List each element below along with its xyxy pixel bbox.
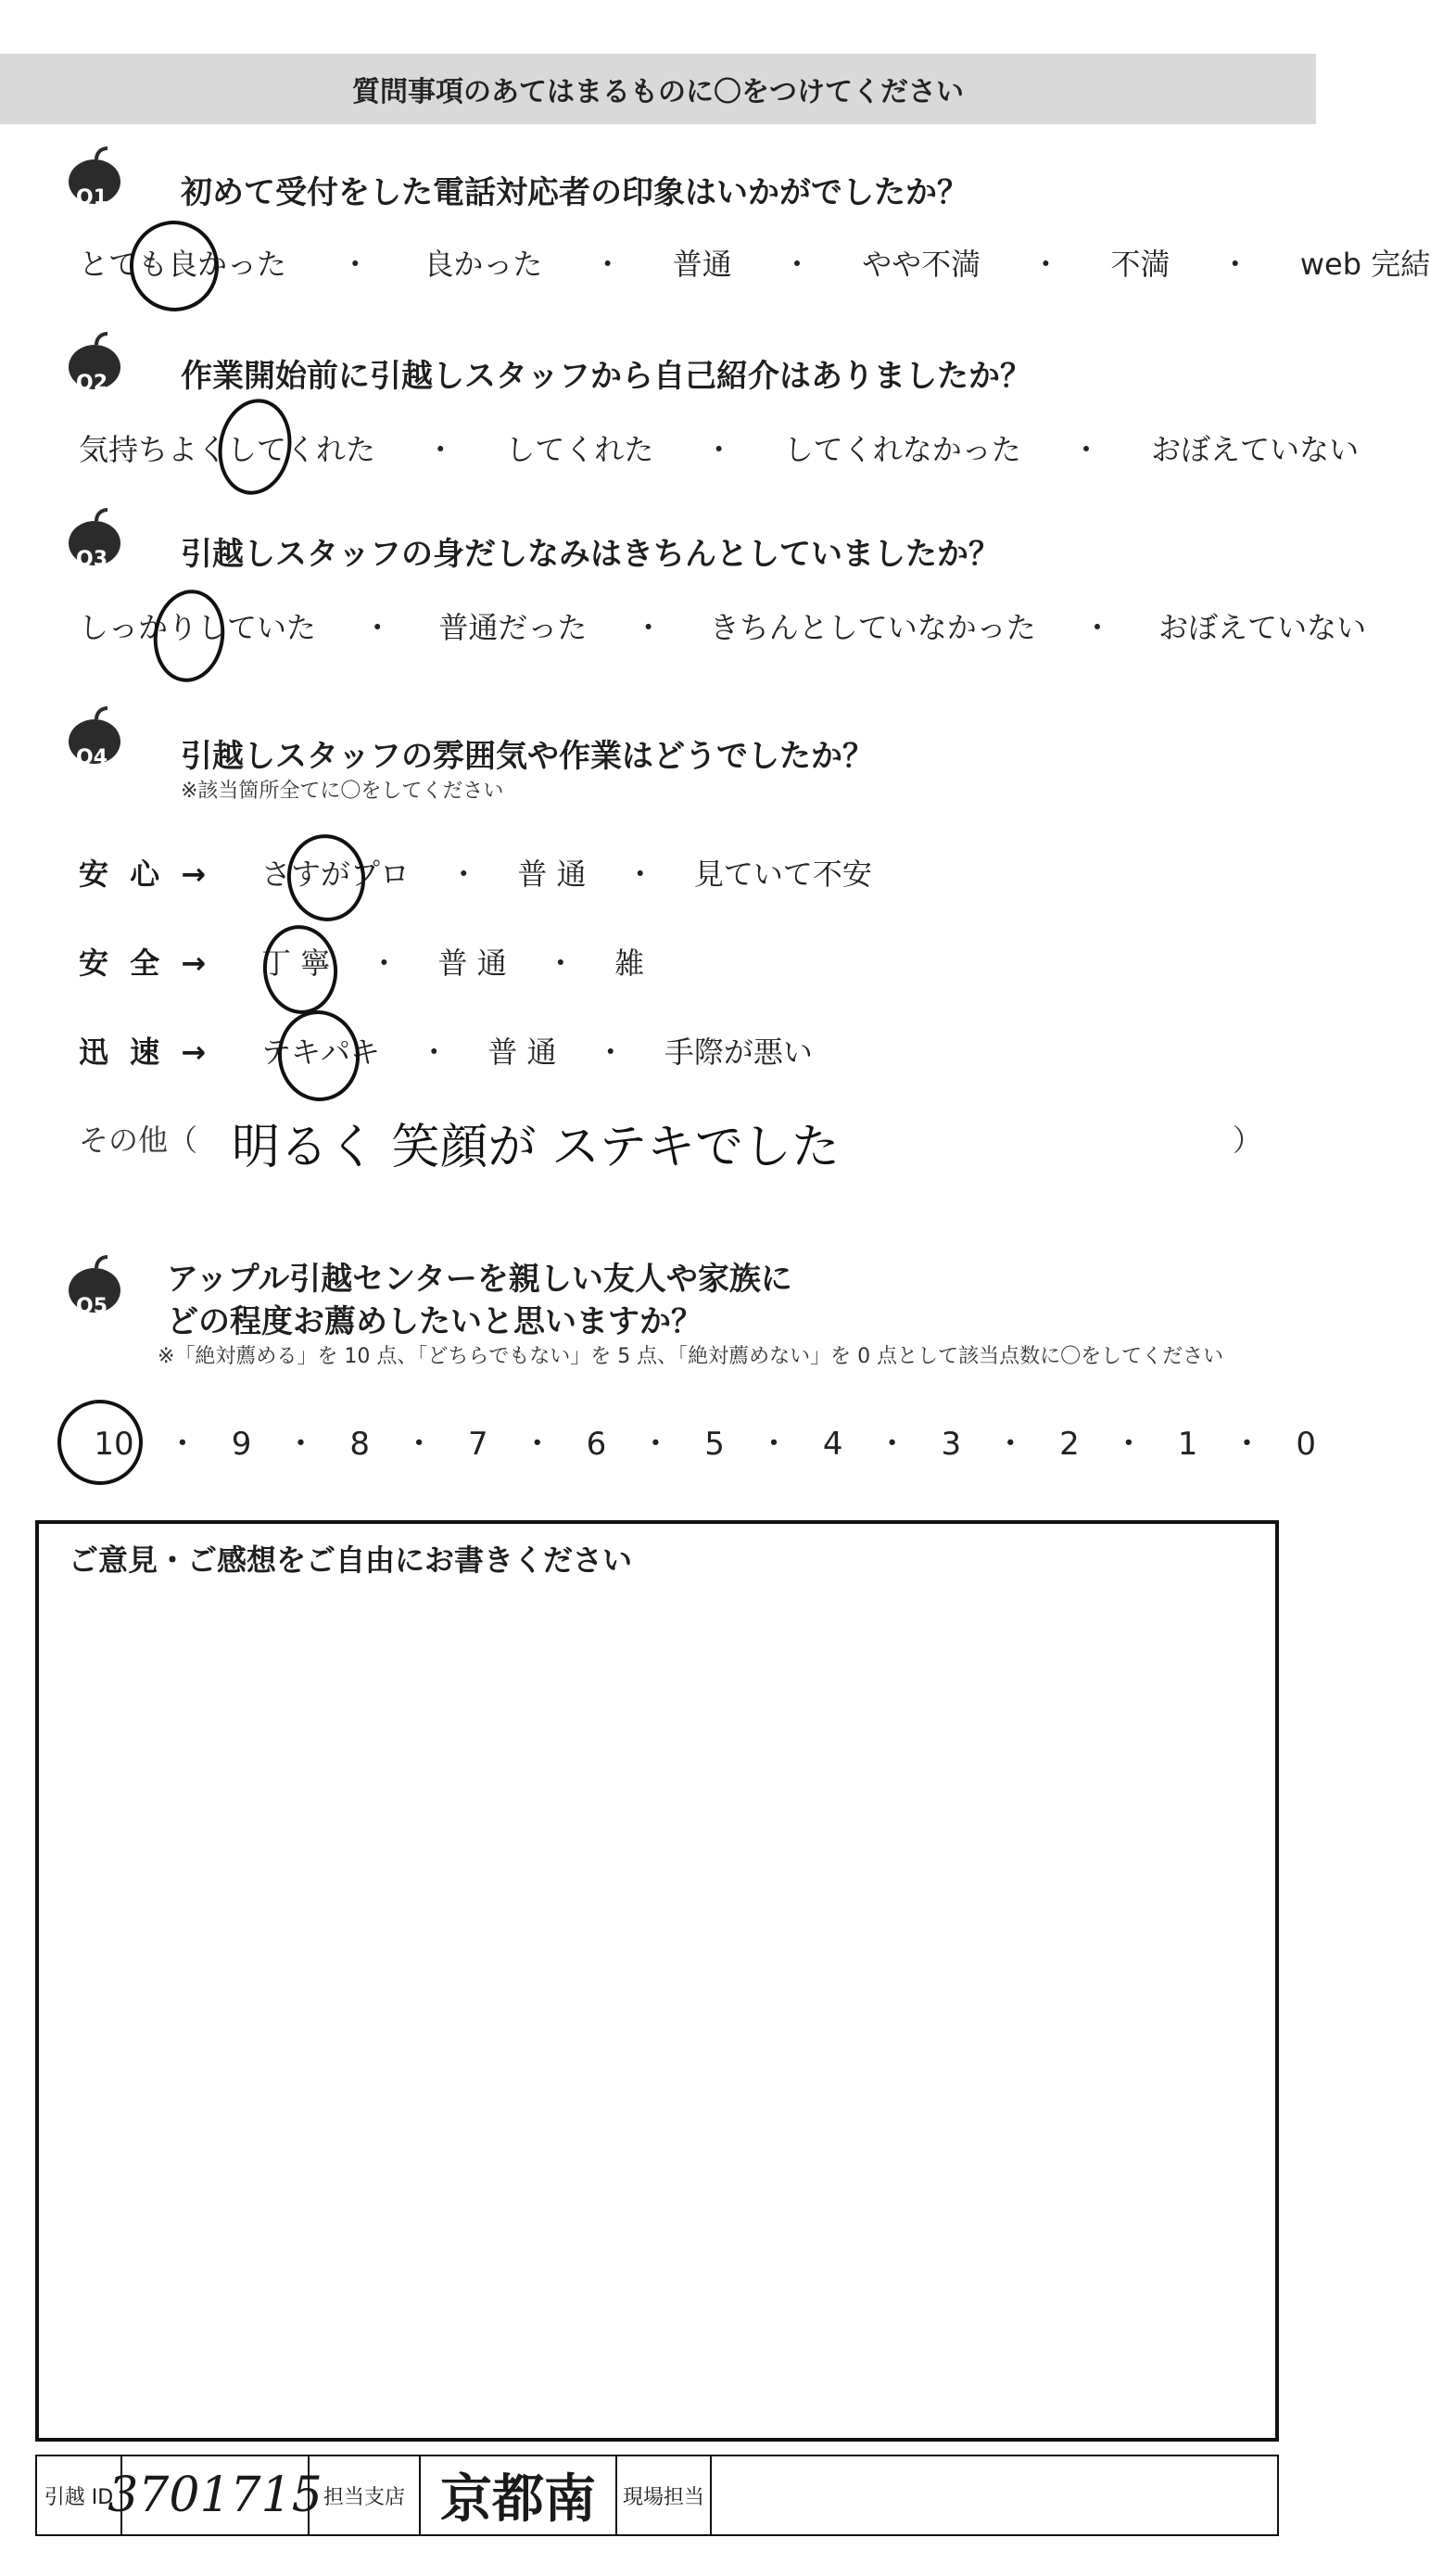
comments-box[interactable] — [35, 1520, 1279, 2442]
q4-anshin-option-3[interactable]: 見ていて不安 — [693, 857, 872, 892]
q2-answer-circle — [211, 393, 299, 501]
q3-options — [79, 604, 1366, 647]
q4-anshin-option-1[interactable]: さすがプロ — [261, 857, 411, 892]
separator: ・ — [425, 432, 456, 467]
q4-note: ※該当箇所全てに〇をしてください — [181, 780, 504, 803]
form-header-title: 質問事項のあてはまるものに〇をつけてください — [352, 76, 964, 108]
q5-score-row: 10 ・ 9 ・ 8 ・ 7 ・ 6 ・ 5 ・ 4 ・ 3 ・ 2 ・ 1 ・ 0 — [88, 1418, 1322, 1464]
q5-question-line1: アップル引越センターを親しい友人や家族に — [167, 1261, 792, 1298]
score-10[interactable]: 10 — [94, 1426, 134, 1463]
q1-option-4[interactable]: やや不満 — [862, 247, 981, 282]
footer-branch-label: 担当支店 — [310, 2456, 421, 2534]
q4-row-label-anzen: 安 全 → — [79, 945, 212, 981]
q5-note: ※「絶対薦める」を 10 点、「どちらでもない」を 5 点、「絶対薦めない」を 0 点として該当点数に〇をしてください — [158, 1345, 1224, 1368]
q1-question: 初めて受付をした電話対応者の印象はいかがでしたか？ — [181, 174, 968, 211]
footer-branch-value: 京都南 — [421, 2456, 617, 2534]
footer-staff-label: 現場担当 — [617, 2456, 712, 2534]
score-7[interactable]: 7 — [468, 1426, 488, 1463]
q4-anzen-option-1[interactable]: 丁 寧 — [261, 945, 331, 981]
separator: ・ — [362, 610, 393, 645]
q3-option-1[interactable]: しっかりしていた — [79, 610, 317, 645]
q1-badge: Q1 — [76, 186, 108, 209]
score-5[interactable]: 5 — [704, 1426, 725, 1463]
q2-option-1[interactable]: 気持ちよくしてくれた — [79, 432, 376, 467]
q1-option-5[interactable]: 不満 — [1110, 247, 1171, 282]
footer-staff-value[interactable] — [712, 2456, 1277, 2534]
q4-jinsoku-option-3[interactable]: 手際が悪い — [664, 1034, 813, 1070]
q4-other-close: ） — [1233, 1123, 1263, 1158]
separator: ・ — [1220, 247, 1250, 282]
separator: ・ — [1070, 432, 1101, 467]
q3-question: 引越しスタッフの身だしなみはきちんとしていましたか？ — [181, 536, 1000, 573]
q4-row-jinsoku: テキパキ ・ 普 通 ・ 手際が悪い — [261, 1029, 813, 1072]
q3-option-4[interactable]: おぼえていない — [1158, 610, 1367, 645]
q2-question: 作業開始前に引越しスタッフから自己紹介はありましたか？ — [181, 358, 1031, 395]
score-8[interactable]: 8 — [349, 1426, 371, 1463]
q4-row-label-anshin: 安 心 → — [79, 857, 212, 892]
q5-question-line2: どの程度お薦めしたいと思いますか？ — [167, 1303, 702, 1340]
separator: ・ — [340, 247, 371, 282]
q2-option-2[interactable]: してくれた — [505, 432, 654, 467]
footer-id-label: 引越 ID — [37, 2456, 122, 2534]
q1-answer-circle — [121, 212, 227, 320]
footer-id-value: 3701715 — [122, 2456, 310, 2534]
footer-table — [35, 2455, 1279, 2536]
score-3[interactable]: 3 — [941, 1426, 962, 1463]
q4-row-label-jinsoku: 迅 速 → — [79, 1034, 212, 1070]
q1-options — [79, 241, 1430, 284]
q4-question: 引越しスタッフの雰囲気や作業はどうでしたか？ — [181, 738, 874, 775]
q2-option-4[interactable]: おぼえていない — [1151, 432, 1360, 467]
score-6[interactable]: 6 — [586, 1426, 607, 1463]
q4-jinsoku-circle — [273, 1007, 364, 1106]
score-9[interactable]: 9 — [231, 1426, 252, 1463]
q4-jinsoku-option-1[interactable]: テキパキ — [261, 1034, 381, 1070]
q4-anshin-circle — [282, 830, 371, 927]
q1-option-3[interactable]: 普通 — [672, 247, 732, 282]
q1-option-1[interactable]: とても良かった — [79, 247, 287, 282]
q4-anzen-option-2[interactable]: 普 通 — [437, 945, 507, 981]
q5-badge: Q5 — [76, 1295, 108, 1318]
q4-anshin-option-2[interactable]: 普 通 — [517, 857, 587, 892]
q1-option-2[interactable]: 良かった — [424, 247, 543, 282]
score-2[interactable]: 2 — [1059, 1426, 1080, 1463]
separator: ・ — [1031, 247, 1061, 282]
form-header — [0, 54, 1316, 124]
comments-title: ご意見・ご感想をご自由にお書きください — [69, 1542, 633, 1578]
q2-option-3[interactable]: してくれなかった — [783, 432, 1021, 467]
q1-option-6[interactable]: web 完結 — [1299, 247, 1430, 282]
q4-other-handwritten: 明るく 笑顔が ステキでした — [232, 1120, 841, 1175]
q5-answer-circle — [51, 1393, 150, 1492]
separator: ・ — [633, 610, 664, 645]
q4-jinsoku-option-2[interactable]: 普 通 — [487, 1034, 557, 1070]
q3-badge: Q3 — [76, 548, 108, 571]
q3-option-2[interactable]: 普通だった — [438, 610, 588, 645]
q2-badge: Q2 — [76, 372, 108, 395]
score-0[interactable]: 0 — [1296, 1426, 1317, 1463]
separator: ・ — [703, 432, 734, 467]
q4-row-anshin: さすがプロ ・ 普 通 ・ 見ていて不安 — [261, 851, 872, 894]
q4-other-label: その他（ — [79, 1123, 198, 1158]
q4-row-anzen: 丁 寧 ・ 普 通 ・ 雑 — [261, 940, 644, 983]
q4-anzen-option-3[interactable]: 雑 — [614, 945, 645, 981]
q3-answer-circle — [147, 585, 230, 687]
score-4[interactable]: 4 — [822, 1426, 843, 1463]
q4-badge: Q4 — [76, 746, 108, 769]
separator: ・ — [1082, 610, 1112, 645]
separator: ・ — [592, 247, 623, 282]
separator: ・ — [781, 247, 812, 282]
q4-anzen-circle — [259, 921, 342, 1018]
score-1[interactable]: 1 — [1177, 1426, 1198, 1463]
q3-option-3[interactable]: きちんとしていなかった — [709, 610, 1036, 645]
